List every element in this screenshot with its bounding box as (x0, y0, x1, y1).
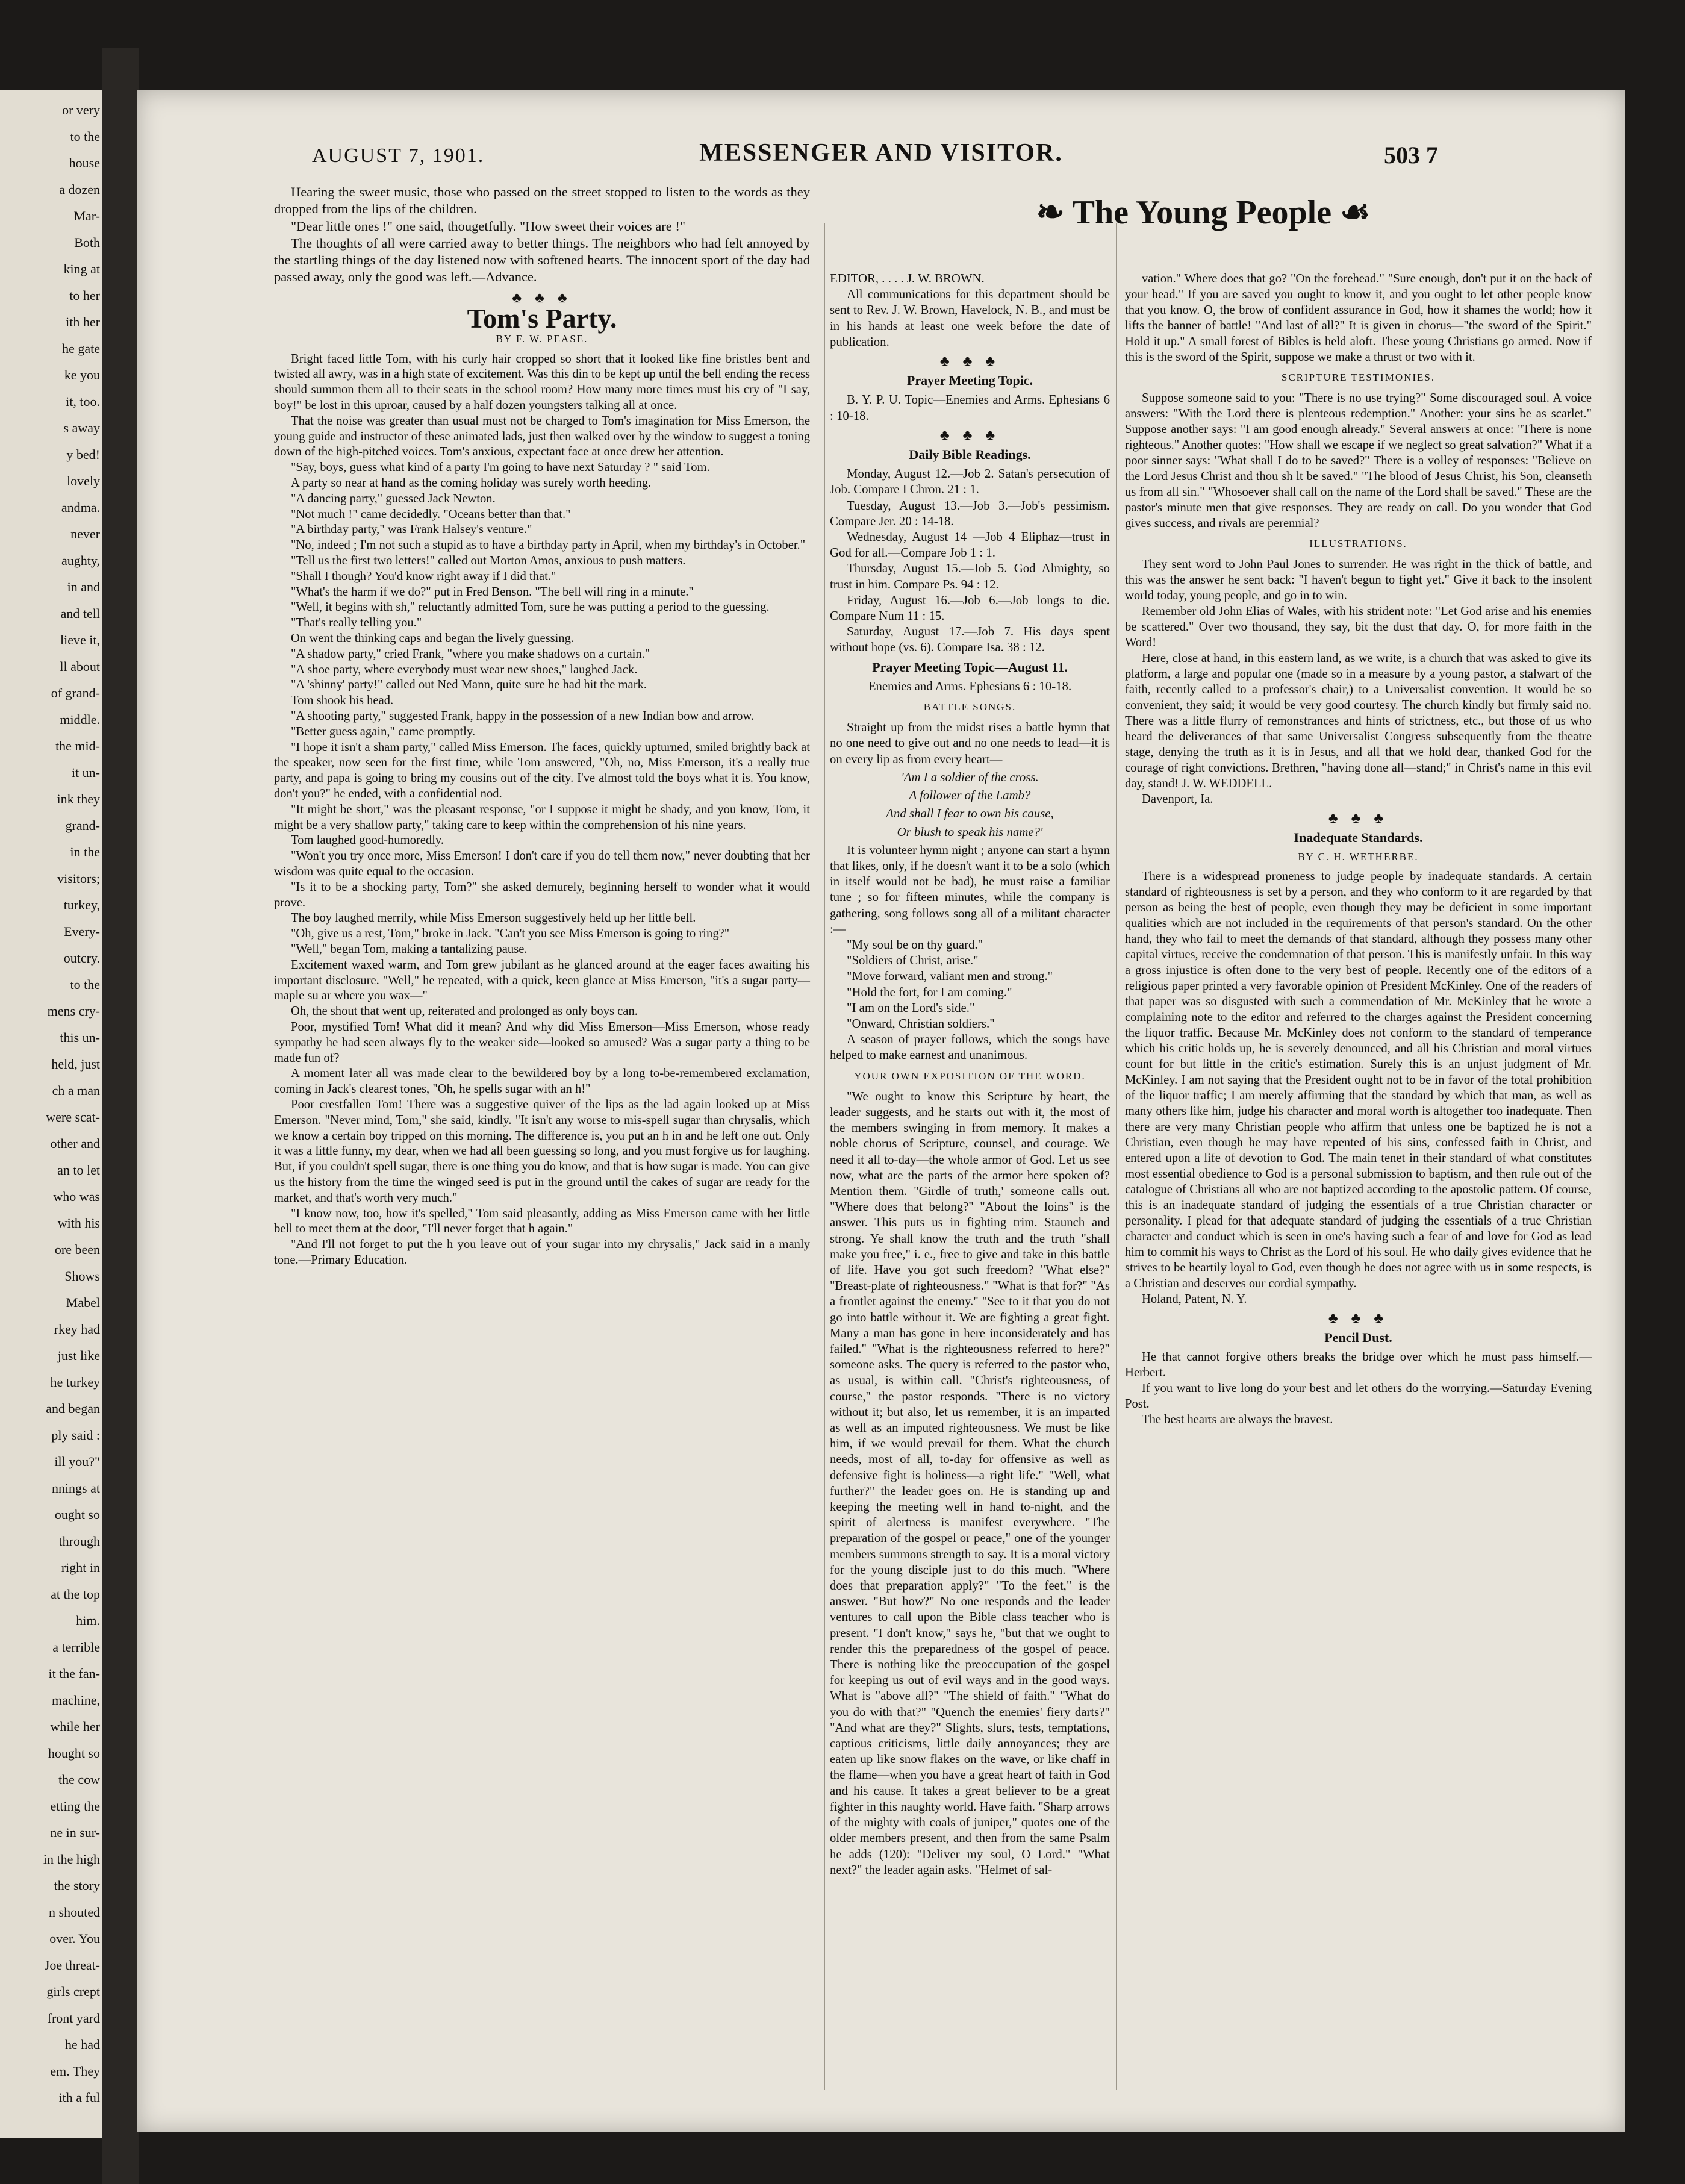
paragraph: "Onward, Christian soldiers." (847, 1016, 995, 1031)
paragraph: "And I'll not forget to put the h you leave out of your sugar into my chrysalis," Jack said in a manly tone.—Primary Education. (274, 1238, 810, 1267)
text-fragment: Both (74, 235, 100, 250)
reading-item: Tuesday, August 13.—Job 3.—Job's pessimism. Compare Jer. 20 : 14-18. (830, 498, 1110, 528)
section-banner-young-people (962, 193, 1444, 232)
text-fragment: lieve it, (60, 632, 100, 647)
text-fragment: ne in sur- (50, 1825, 100, 1840)
topic-heading: Prayer Meeting Topic. (906, 373, 1033, 388)
adjacent-page-fragment (0, 90, 102, 2138)
paragraph: "I am on the Lord's side." (847, 1000, 975, 1015)
paragraph: "Soldiers of Christ, arise." (847, 953, 979, 968)
text-fragment: nnings at (51, 1480, 100, 1496)
paragraph: The boy laughed merrily, while Miss Emerson suggestively held up her little bell. (291, 911, 696, 925)
paragraph: "Is it to be a shocking party, Tom?" she asked demurely, beginning herself to wonder what it would prove. (274, 880, 810, 909)
text-fragment: Shows (64, 1268, 100, 1284)
paragraph: The thoughts of all were carried away to better things. The neighbors who had felt annoyed by the startling things of the day listened now with softened hearts. The innocent sport of the day had passed away, only the good was left.—Advance. (274, 235, 810, 285)
text-fragment: mens cry- (47, 1003, 100, 1019)
paragraph: "A dancing party," guessed Jack Newton. (291, 491, 496, 505)
paragraph: The best hearts are always the bravest. (1142, 1413, 1333, 1426)
text-fragment: in and (67, 579, 100, 594)
text-fragment: it un- (71, 765, 100, 780)
text-fragment: never (70, 526, 100, 541)
paragraph: "A 'shinny' party!" called out Ned Mann, quite sure he had hit the mark. (291, 678, 647, 692)
text-fragment: it the fan- (48, 1666, 100, 1681)
text-fragment: aughty, (61, 553, 100, 568)
text-fragment: Every- (64, 924, 100, 939)
text-fragment: in the (70, 844, 100, 860)
text-fragment: who was (53, 1189, 100, 1204)
text-fragment: s away (63, 420, 100, 435)
text-fragment: to the (70, 129, 100, 144)
article-title-inadequate-standards: Inadequate Standards. (1294, 830, 1423, 845)
text-fragment: the cow (58, 1772, 100, 1787)
banner-text: The Young People (1072, 194, 1332, 231)
paragraph: Bright faced little Tom, with his curly hair cropped so short that it looked like fine bristles bent and twisted all awry, was in a high state of excitement. Was this din to be kept up until the bell ending the recess should summon them all to their seats in the school room? How many more times must his cry of "I say, boy!" be lost in this uproar, caused by a half dozen youngsters talking all at once. (274, 352, 810, 413)
text-fragment: Mabel (66, 1295, 100, 1310)
text-fragment: etting the (50, 1799, 100, 1814)
text-fragment: y bed! (66, 447, 100, 462)
text-fragment: at the top (51, 1587, 100, 1602)
text-fragment: a terrible (52, 1640, 100, 1655)
paragraph: Oh, the shout that went up, reiterated and prolonged as only boys can. (291, 1005, 638, 1019)
paragraph: Tom shook his head. (291, 694, 394, 708)
text-fragment: ply said : (51, 1427, 100, 1443)
paragraph: A party so near at hand as the coming holiday was surely worth heeding. (291, 476, 652, 490)
paragraph: "A shoe party, where everybody must wear new shoes," laughed Jack. (291, 663, 638, 676)
text-fragment: hought so (48, 1746, 100, 1761)
paragraph: "That's really telling you." (291, 616, 422, 630)
paragraph: "We ought to know this Scripture by heart, the leader suggests, and he starts out with it, the most of the members swinging in from memory. It makes a noble chorus of Scripture, counsel, and courage. We need it all to-day—the whole armor of God. Let us see now, what are the parts of the armor here spoken of? Mention them. "Girdle of truth,' someone calls out. "Where does that belong?" "About the loins" is the answer. This puts us in fighting trim. Staunch and strong. Ye shall know the truth and the truth "shall make you free," i. e., free to give and take in this battle of life. Have you got such freedom? "What else?" "Breast-plate of righteousness." "What is that for?" "As a frontlet against the enemy." "See to it that you do not go into battle without it. We are fighting a great fight. Many a man has gone in here inconsiderately and has failed." "What is the righteousness referred to here?" someone asks. The query is referred to the pastor who, as usual, is within call. "Christ's righteousness, of course," the pastor responds. "There is no victory without it; but also, let us remember, it is an imparted as well as an imputed righteousness. We must be like him, if we would prevail for them. What the church needs, most of all, to-day for offensive as well as defensive fight is holiness—a right life." "Well, what further?" the leader goes on. He is standing up and keeping the meeting well in hand to-night, and the spirit of alertness is manifest everywhere. "The preparation of the gospel or peace," one of the younger members summons strength to say. It is a moral victory for the young disciple just to do this much. "Where does that preparation apply?" "To the feet," is the answer. "But how?" No one responds and the leader ventures to call upon the Bible class teacher who is present. "I don't know," says he, "but that we ought to render this the preparedness of the gospel of peace. There is nothing like the preoccupation of the gospel for keeping us out of evil ways and in the good ways. What is "above all?" "The shield of faith." "What do you do with that?" "Quench the enemies' fiery darts?" "And what are they?" Slights, slurs, tests, temptations, captious criticisms, little daily annoyances; they are eaten up like snow flakes on the wave, or like chaff in the flame—when you have a great heart of faith in God and his cause. It takes a great believer to be a great fighter in this naughty world. Have faith. "Sharp arrows of the mighty with coals of juniper," quotes one of the older members present, and then from the same Psalm he adds (120): "Deliver my soul, O Lord." "What next?" the leader again asks. "Helmet of sal- (830, 1089, 1110, 1877)
text-fragment: ke you (64, 367, 100, 382)
column-rule (1116, 223, 1117, 2090)
text-fragment: Joe threat- (44, 1958, 100, 1973)
text-fragment: andma. (61, 500, 100, 515)
reading-item: Thursday, August 15.—Job 5. God Almighty, so trust in him. Compare Ps. 94 : 12. (830, 561, 1110, 591)
text-fragment: through (58, 1533, 100, 1549)
text-fragment: a dozen (59, 182, 100, 197)
paragraph: Davenport, Ia. (1142, 793, 1213, 806)
text-fragment: lovely (67, 473, 100, 488)
byline: BY C. H. WETHERBE. (1298, 851, 1419, 863)
verse-line: Or blush to speak his name?' (897, 825, 1043, 839)
text-fragment: with his (57, 1215, 100, 1231)
text-fragment: ink they (57, 791, 100, 807)
paragraph: Poor, mystified Tom! What did it mean? And why did Miss Emerson—Miss Emerson, whose ready sympathy he had seen always fly to the weaker side—looked so amused? Was a sugar party a thing to be made fun of? (274, 1020, 810, 1065)
paragraph: There is a widespread proneness to judge people by inadequate standards. A certain standard of righteousness is set by a person, and they who conform to it are regarded by that person as being the best of people, even though they may be deficient in some important qualities which are not included in the requirements of that person's standard. On the other hand, they who fail to meet the demands of that standard, although they possess many other capital virtues, receive the condemnation of that person. This is manifestly unfair. In this way a gross injustice is often done to the very best of people. Recently one of the editors of a religious paper printed a very favorable opinion of President McKinley. One of the readers of that paper was so disgusted with such a commendation of Mr. McKinley that he wrote a complaining note to the editor and referred to the charges against the President concerning the liquor traffic. Because Mr. McKinley does not conform to the standard of temperance which his critic holds up, he is severely denounced, and all his Christian and moral virtues count for but little in the critic's estimation. Surely this is an unjust judgment of Mr. McKinley. I am not saying that the President ought not to be in favor of the total prohibition of the liquor traffic; I am merely affirming that the standard by which that man, as well as many others like him, judge his character and moral worth is altogether too inadequate. Then there are very many Christian people who affirm that unless one be baptized he is not a Christian, even though he may have repented of his sins, confessed faith in Christ, and entered upon a life of devotion to God. The main tenet in their standard of what constitutes most essential obedience to God is a personal submission to baptism, and then rule out of the catalogue of Christians all who are not baptized according to the apostolic pattern. Of course, this is an inadequate standard of judging the essentials of a true Christian character or personality. I plead for that adequate standard of judging the essentials of a true Christian character and conduct which is seen in one's having such a fear of and love for God as lead him to commit his ways to Christ as the Lord of his soul. He who daily gives evidence that he strives to be heartily loyal to God, even though he does not agree with us in some respects, is a Christian and deserves our cordial sympathy. (1125, 870, 1592, 1290)
flourish-icon: ❧ (1036, 194, 1073, 231)
paragraph: Here, close at hand, in this eastern land, as we write, is a church that was asked to give its platform, a large and popular one (made so in a measure by a young pastor, a stalwart of the faith, recently called to a professor's chair,) to a Universalist convention. It would be so convenient, they said; it would be very good courtesy. The church kindly but firmly said no. There was a little flurry of remonstrances and hints of strictness, etc., but those of us who heard the deliverances of that same Universalist Congress subsequently from the theatre stage, denying the truth as it is in Jesus, and all that we hold dear, thanked God for the courage of right convictions. Brethren, "having done all—stand;" in Christ's name in this evil day, stand! J. W. WEDDELL. (1125, 652, 1592, 790)
text-fragment: or very (62, 102, 100, 117)
text-fragment: the mid- (55, 738, 100, 753)
text-fragment: n shouted (49, 1905, 100, 1920)
text-fragment: him. (76, 1613, 100, 1628)
paragraph: "Hold the fort, for I am coming." (847, 985, 1012, 999)
article-title-toms-party: Tom's Party. (467, 303, 617, 334)
reading-item: Wednesday, August 14 —Job 4 Eliphaz—trust in God for all.—Compare Job 1 : 1. (830, 530, 1110, 560)
text-fragment: were scat- (46, 1109, 100, 1125)
paragraph: On went the thinking caps and began the lively guessing. (291, 632, 575, 646)
text-fragment: rkey had (54, 1321, 100, 1337)
byline: BY F. W. PEASE. (496, 333, 588, 345)
text-fragment: ore been (54, 1242, 100, 1257)
paragraph: He that cannot forgive others breaks the bridge over which he must pass himself.—Herbert. (1125, 1350, 1592, 1379)
text-fragment: machine, (51, 1693, 100, 1708)
reading-item: Monday, August 12.—Job 2. Satan's persecution of Job. Compare I Chron. 21 : 1. (830, 467, 1110, 497)
text-fragment: house (69, 155, 100, 170)
paragraph: "Well," began Tom, making a tantalizing pause. (291, 942, 528, 956)
paragraph: A season of prayer follows, which the songs have helped to make earnest and unanimous. (830, 1032, 1110, 1062)
text-fragment: ch a man (52, 1083, 100, 1098)
text-fragment: ith a ful (58, 2090, 100, 2105)
text-fragment: ll about (60, 659, 100, 674)
paragraph: Suppose someone said to you: "There is no use trying?" Some discouraged soul. A voice answers: "With the Lord there is plenteous redemption." Another: your sins be as scarlet." Suppose another says: "I am good enough already." Several answers at once: "There is none righteous." Another quotes: "How shall we escape if we neglect so great salvation?" What if a poor sinner says: "What shall I do to be saved?" There is a volley of responses: "Believe on the Lord Jesus Christ and thou sh lt be saved." "The blood of Jesus Christ, his Son, cleanseth us from all sin." "Whosoever shall call on the name of the Lord shall be saved." These are the pastor's minute men that give responses. They are ready on call. Do you wonder that God gives success, and rivals are perennial? (1125, 392, 1592, 530)
reading-item: Saturday, August 17.—Job 7. His days spent without hope (vs. 6). Compare Isa. 38 : 12. (830, 625, 1110, 655)
battle-songs-heading: BATTLE SONGS. (923, 701, 1017, 713)
paragraph: "It might be short," was the pleasant response, "or I suppose it might be shady, and you know, Tom, it might be a very shallow party," taking care to keep within the comprehension of his nine years. (274, 802, 810, 832)
column-three (1125, 271, 1592, 1427)
running-header (137, 139, 1625, 175)
issue-date: AUGUST 7, 1901. (312, 145, 485, 167)
masthead: MESSENGER AND VISITOR. (699, 139, 1063, 167)
text-fragment: the story (54, 1878, 100, 1893)
submission-notice: All communications for this department should be sent to Rev. J. W. Brown, Havelock, N. B., and must be in his hands at least one week before the date of publication. (830, 287, 1110, 349)
topic-text: B. Y. P. U. Topic—Enemies and Arms. Ephesians 6 : 10-18. (830, 393, 1110, 423)
paragraph: Remember old John Elias of Wales, with his strident note: "Let God arise and his enemies be scattered." Over two thousand, they say, bit the dust that day. O, for more faith in the Word! (1125, 605, 1592, 649)
paragraph: They sent word to John Paul Jones to surrender. He was right in the thick of battle, and this was the answer he sent back: "I haven't begun to fight yet." Give it back to the insolent world today, young people, and go in to win. (1125, 558, 1592, 602)
text-fragment: right in (61, 1560, 100, 1575)
text-fragment: ith her (66, 314, 100, 329)
text-fragment: he gate (62, 341, 100, 356)
page-number: 503 7 (1384, 142, 1438, 169)
text-fragment: an to let (57, 1162, 100, 1178)
text-fragment: he turkey (50, 1374, 100, 1390)
paragraph: "What's the harm if we do?" put in Fred Benson. "The bell will ring in a minute." (291, 585, 694, 599)
paragraph: It is volunteer hymn night ; anyone can start a hymn that likes, only, if he doesn't want it to be a solo (which in itself would not be bad), he must raise a familiar tune ; so for fifteen minutes, while the company is gathering, song follows song all of a militant character :— (830, 843, 1110, 936)
paragraph: Tom laughed good-humoredly. (291, 834, 444, 847)
paragraph: A moment later all was made clear to the bewildered boy by a long to-be-remembered exclamation, coming in Jack's clearest tones, "Oh, he spells sugar with an h!" (274, 1067, 810, 1096)
paragraph: "A shooting party," suggested Frank, happy in the possession of a new Indian bow and arrow. (291, 710, 755, 723)
newspaper-page (137, 90, 1625, 2132)
reading-item: Friday, August 16.—Job 6.—Job longs to die. Compare Num 11 : 15. (830, 593, 1110, 623)
text-fragment: visitors; (57, 871, 100, 886)
text-fragment: of grand- (51, 685, 100, 700)
topic2-text: Enemies and Arms. Ephesians 6 : 10-18. (868, 679, 1072, 693)
ornament: ♣ ♣ ♣ (939, 427, 1000, 443)
scripture-testimonies-heading: SCRIPTURE TESTIMONIES. (1281, 372, 1436, 383)
flourish-icon: ☙ (1331, 194, 1371, 231)
text-fragment: it, too. (66, 394, 100, 409)
paragraph: Excitement waxed warm, and Tom grew jubilant as he glanced around at the eager faces awaiting his important disclosure. "Well," he repeated, with a quick, keen glance at Miss Emerson, "it's a sugar party—maple su ar where you wax—" (274, 958, 810, 1003)
readings-heading: Daily Bible Readings. (909, 447, 1031, 463)
paragraph: "Better guess again," came promptly. (291, 725, 475, 738)
ornament: ♣ ♣ ♣ (1328, 1311, 1389, 1326)
paragraph: Hearing the sweet music, those who passed on the street stopped to listen to the words as they dropped from the lips of the children. (274, 184, 810, 217)
paragraph: That the noise was greater than usual must not be charged to Tom's imagination for Miss Emerson, the young guide and instructor of these animated lads, just then walked over by the window to suggest a toning down of the high-pitched voices. Tom's anxious, expectant face at once drew her attention. (274, 414, 810, 459)
paragraph: "Say, boys, guess what kind of a party I'm going to have next Saturday ? " said Tom. (291, 461, 710, 475)
paragraph: "I know now, too, how it's spelled," Tom said pleasantly, adding as Miss Emerson came with her little bell to meet them at the door, "I'll never forget that h again." (274, 1206, 810, 1236)
text-fragment: in the high (43, 1852, 100, 1867)
text-fragment: king at (63, 261, 100, 276)
paragraph: "Well, it begins with sh," reluctantly admitted Tom, sure he was putting a period to the guessing. (291, 601, 770, 614)
paragraph: "Oh, give us a rest, Tom," broke in Jack. "Can't you see Miss Emerson is going to ring?" (291, 927, 730, 941)
paragraph: "Won't you try once more, Miss Emerson! I don't care if you do tell them now," never doubting that her wisdom was quite equal to the occasion. (274, 849, 810, 878)
text-fragment: Mar- (73, 208, 100, 223)
paragraph: If you want to live long do your best and let others do the worrying.—Saturday Evening Post. (1125, 1382, 1592, 1411)
illustrations-heading: ILLUSTRATIONS. (1309, 538, 1407, 549)
editor-line: EDITOR, . . . . J. W. BROWN. (830, 272, 985, 285)
column-one (274, 184, 810, 1268)
text-fragment: girls crept (46, 1984, 100, 1999)
battle-intro: Straight up from the midst rises a battle hymn that no one need to give out and no one needs to lead—it is on every lip as from every heart— (830, 720, 1110, 766)
column-two (830, 271, 1110, 1878)
ornament: ♣ ♣ ♣ (512, 290, 572, 306)
column-rule (824, 223, 825, 2090)
text-fragment: middle. (60, 712, 100, 727)
text-fragment: em. They (50, 2064, 100, 2079)
text-fragment: this un- (60, 1030, 100, 1045)
paragraph: "My soul be on thy guard." (847, 937, 983, 952)
paragraph: Holand, Patent, N. Y. (1142, 1293, 1247, 1306)
paragraph: "Tell us the first two letters!" called out Morton Amos, anxious to push matters. (291, 554, 686, 568)
text-fragment: ought so (54, 1507, 100, 1522)
paragraph: "I hope it isn't a sham party," called Miss Emerson. The faces, quickly upturned, smiled brightly back at the speaker, now seen for the first time, while Tom answered, "Oh, no, Miss Emerson, it's a really true party, and papa is going to bring my cousins out of the city. I've almost told the boys what it is. You know, don't you?" he ended, with a confidential nod. (274, 740, 810, 800)
verse-line: A follower of the Lamb? (909, 788, 1031, 803)
exposition-heading: YOUR OWN EXPOSITION OF THE WORD. (854, 1070, 1086, 1082)
verse-line: And shall I fear to own his cause, (886, 807, 1054, 821)
verse-line: 'Am I a soldier of the cross. (901, 770, 1039, 784)
text-fragment: held, just (51, 1056, 100, 1072)
paragraph: vation." Where does that go? "On the forehead." "Sure enough, don't put it on the back of your head." If you are saved you ought to know it, and you ought to let other people know that you know. O, the brow of confident assurance in God, how it shames the world; how it lifts the banner of battle! "And last of all?" It is given in chorus—"the sword of the Spirit." Hold it up." A small forest of Bibles is held aloft. These young Christians go armed. Now if this is the sword of the Spirit, suppose we make a thrust or two with it. (1125, 272, 1592, 364)
paragraph: "Not much !" came decidedly. "Oceans better than that." (291, 507, 571, 521)
text-fragment: he had (64, 2037, 100, 2052)
text-fragment: over. You (49, 1931, 100, 1946)
text-fragment: to her (69, 288, 100, 303)
text-fragment: turkey, (63, 897, 100, 913)
paragraph: "A shadow party," cried Frank, "where you make shadows on a curtain." (291, 647, 650, 661)
paragraph: "Shall I though? You'd know right away if I did that." (291, 569, 556, 583)
ornament: ♣ ♣ ♣ (939, 354, 1000, 370)
text-fragment: outcry. (63, 950, 100, 966)
text-fragment: and tell (60, 606, 100, 621)
text-fragment: ill you?" (54, 1454, 100, 1469)
text-fragment: and began (46, 1401, 100, 1416)
paragraph: "Move forward, valiant men and strong." (847, 969, 1053, 984)
ornament: ♣ ♣ ♣ (1328, 811, 1389, 826)
paragraph: "No, indeed ; I'm not such a stupid as to have a birthday party in April, when my birthday's in October." (291, 538, 806, 552)
topic2-heading: Prayer Meeting Topic—August 11. (872, 659, 1068, 675)
paragraph: "Dear little ones !" one said, thougetfully. "How sweet their voices are !" (291, 218, 686, 234)
text-fragment: while her (50, 1719, 100, 1734)
paragraph: Poor crestfallen Tom! There was a suggestive quiver of the lips as the lad again looked up at Miss Emerson. "Never mind, Tom," she said, kindly. "It isn't any worse to mis-spell sugar than chrysalis, which we know a certain boy tripped on this morning. The difference is, you put an h in and he left one out. Only it was a little funny, my dear, when we had all been guessing so long, and you must forgive us for laughing. But, if you couldn't spell sugar, there is one thing you do know, and that is how sugar is made. You can give us the history from the time the winged seed is put in the ground until the cakes of sugar are ready for the market, and that's worth very much." (274, 1097, 810, 1205)
text-fragment: front yard (47, 2011, 100, 2026)
text-fragment: just like (57, 1348, 100, 1363)
binding-gutter (102, 48, 139, 2184)
article-title-pencil-dust: Pencil Dust. (1324, 1330, 1392, 1345)
text-fragment: to the (70, 977, 100, 992)
text-fragment: grand- (65, 818, 100, 833)
paragraph: "A birthday party," was Frank Halsey's venture." (291, 523, 532, 537)
text-fragment: other and (50, 1136, 100, 1151)
